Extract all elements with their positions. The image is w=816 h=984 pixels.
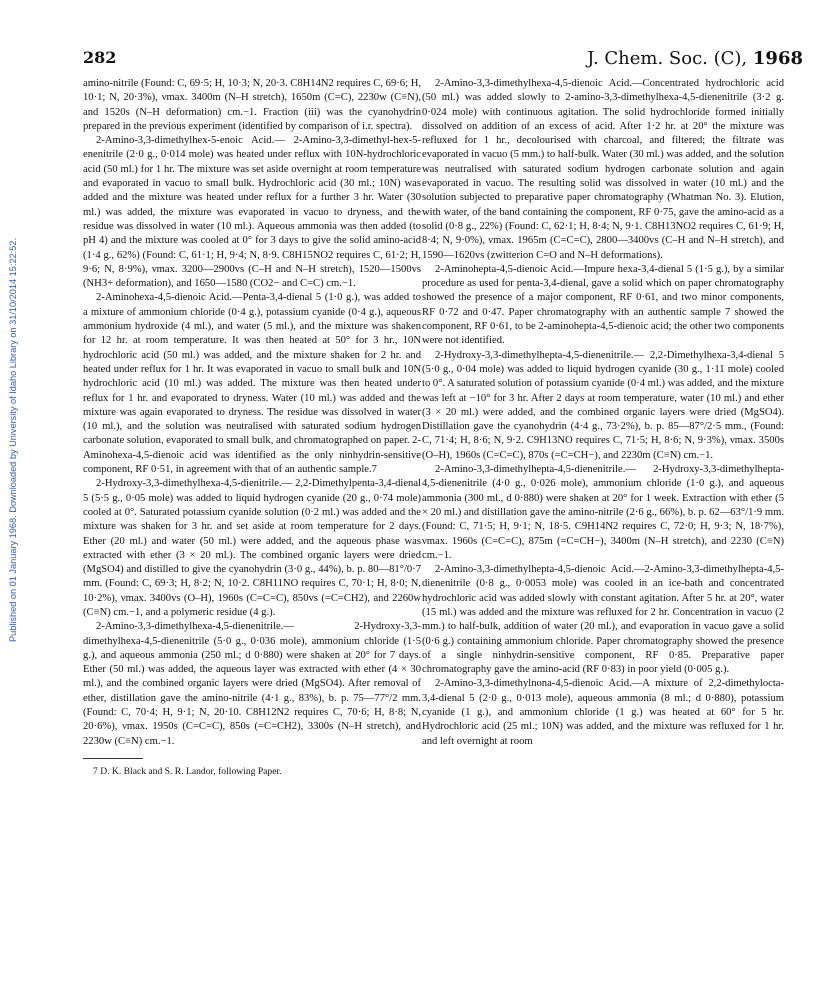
paragraph: 2-Aminohepta-4,5-dienoic Acid.—Impure hexa-3,4-dienal 5 (1·5 g.), by a similar procedure as used for penta-3,4-dienal, gave a solid which on paper chromatography showed the presence of a major component, RF 0·61, and two minor components, RF 0·72 and 0·47. Paper chromatography with an authentic sample 7 showed the component, RF 0·61, to be 2-aminohepta-4,5-dienoic acid; the other two components were not identified.: [422, 263, 784, 347]
paragraph: 2-Aminohexa-4,5-dienoic Acid.—Penta-3,4-dienal 5 (1·0 g.), was added to a mixture of ammonium chloride (0·4 g.), potassium cyanide (0·4 g.), aqueous ammonium hydroxide (4 ml.), and water (5 ml.), and the mixture was shaken for 12 hr. at room temperature. It was then heated at 50° for 3 hr., 10N hydrochloric acid (50 ml.) was added, and the mixture shaken for 2 hr. and heated under reflux for 1 hr. It was evaporated in vacuo to small bulk and 10N hydrochloric acid (10 ml.) was added. The mixture was then heated under reflux for 1 hr. and evaporated to dryness. Water (10 ml.) was added and the mixture was again evaporated to dryness. The residue was dissolved in water (10 ml.), and the solution was neutralised with saturated sodium hydrogen carbonate solution, evaporated to small bulk, and chromatographed on paper. 2-Aminohexa-4,5-dienoic acid was identified as the only ninhydrin-sensitive component, RF 0·51, in agreement with that of an authentic sample.7: [83, 292, 422, 476]
journal-title: [587, 48, 803, 69]
watermark-text: Published on 01 January 1968. Downloaded by University of Idaho Library on 31/10/2014 15:22:52.: [8, 237, 18, 643]
page-header: [83, 48, 803, 70]
paragraph: 2-Hydroxy-3,3-dimethylhepta-4,5-dienenitrile.— 2,2-Dimethylhexa-3,4-dienal 5 (5·0 g., 0·04 mole) was added to liquid hydrogen cyanide (30 g., 1·11 mole) cooled to 0°. A saturated solution of potassium cyanide (0·4 ml.) was added, and the mixture was left at −10° for 3 hr. After 2 days at room temperature, water (10 ml.) and ether (3 × 20 ml.) were added, and the combined organic layers were dried (MgSO4). Distillation gave the cyanohydrin (4·4 g., 73·2%), b. p. 85—87°/2·5 mm., (Found: C, 71·4; H, 8·6; N, 9·2. C9H13NO requires C, 71·5; H, 8·6; N, 9·3%), νmax. 3500s (O–H), 1960s (C=C=C), 870s (=C=CH−), and 2230m (C≡N) cm.−1.: [422, 349, 784, 461]
download-watermark: [6, 70, 20, 810]
footnote-rule: [83, 758, 143, 759]
paragraph: 2-Amino-3,3-dimethylhepta-4,5-dienoic Acid.—2-Amino-3,3-dimethylhepta-4,5-dienenitrile (0·8 g., 0·0053 mole) was cooled in an ice-bath and concentrated hydrochloric acid was added slowly with constant agitation. After 5 hr. at 20°, water (15 ml.) was added and the mixture was refluxed for 2 hr. Concentration in vacuo (2 mm.) to half-bulk, addition of water (20 ml.), and evaporation in vacuo gave a solid (0·6 g.) containing ammonium chloride. Paper chromatography showed the presence of a single ninhydrin-sensitive component, RF 0·85. Preparative paper chromatography gave the amino-acid (RF 0·83) in poor yield (0·005 g.).: [422, 564, 784, 676]
left-column: [83, 77, 421, 779]
paragraph: 2-Amino-3,3-dimethylhexa-4,5-dienenitrile.— 2-Hydroxy-3,3-dimethylhexa-4,5-dienenitrile (5·0 g., 0·036 mole), ammonium chloride (1·5 g.), and aqueous ammonia (250 ml.; d 0·880) were shaken at 20° for 7 days. Ether (50 ml.) was added, the aqueous layer was extracted with ether (4 × 30 ml.), and the combined organic layers were dried (MgSO4). After removal of ether, distillation gave the amino-nitrile (4·1 g., 83%), b. p. 75—77°/2 mm. (Found: C, 70·4; H, 9·1; N, 20·10. C8H12N2 requires C, 70·6; H, 8·8; N, 20·6%), νmax. 1950s (C=C=C), 850s (=C=CH2), 3300s (N–H stretch), and 2230w (C≡N) cm.−1.: [83, 621, 421, 747]
paragraph: 2-Amino-3,3-dimethylhex-5-enoic Acid.— 2-Amino-3,3-dimethyl-hex-5-enenitrile (2·0 g., 0·014 mole) was heated under reflux with 10N-hydrochloric acid (50 ml.) for 1 hr. The mixture was set aside overnight at room temperature and evaporated in vacuo to small bulk. Hydrochloric acid (30 ml.; 10N) was added and the mixture was heated under reflux for a further 3 hr. Water (30 ml.) was added, the mixture was evaporated in vacuo to dryness, and the residue was dissolved in water (10 ml.). Aqueous ammonia was then added (to pH 4) and the mixture was cooled at 0° for 3 days to give the solid amino-acid (1·4 g., 62%) (Found: C, 61·1; H, 9·4; N, 8·9. C8H15NO2 requires C, 61·2; H, 9·6; N, 8·9%), νmax. 3200—2900vs (C–H and N–H stretch), 1520—1500vs (NH3+ deformation), and 1650—1580 (CO2− and C=C) cm.−1.: [83, 135, 421, 290]
paragraph: 2-Amino-3,3-dimethylhepta-4,5-dienenitrile.— 2-Hydroxy-3,3-dimethylhepta-4,5-dienenitrile (4·0 g., 0·026 mole), ammonium chloride (1·0 g.), and aqueous ammonia (300 ml., d 0·880) were shaken at 20° for 1 week. Extraction with ether (5 × 20 ml.) and distillation gave the amino-nitrile (2·6 g., 66%), b. p. 62—63°/1·9 mm. (Found: C, 71·5; H, 9·1; N, 18·5. C9H14N2 requires C, 72·0; H, 9·3; N, 18·7%), νmax. 1960s (C=C=C), 875m (=C=CH−), 3400m (N–H stretch), and 2230 (C≡N) cm.−1.: [422, 464, 784, 561]
paragraph: 2-Hydroxy-3,3-dimethylhexa-4,5-dienitrile.— 2,2-Dimethylpenta-3,4-dienal 5 (5·5 g., 0·05 mole) was added to liquid hydrogen cyanide (20 g., 0·74 mole) cooled at 0°. Saturated potassium cyanide solution (0·2 ml.) was added and the mixture was shaken for 3 hr. and set aside at room temperature for 2 days. Ether (20 ml.) and water (50 ml.) were added, and the aqueous phase was extracted with ether (3 × 20 ml.). The combined organic layers were dried (MgSO4) and distilled to give the cyanohydrin (3·0 g., 44%), b. p. 80—81°/0·7 mm. (Found: C, 69·3; H, 8·2; N, 10·2. C8H11NO requires C, 70·1; H, 8·0; N, 10·2%), νmax. 3400vs (O–H), 1960s (C=C=C), 850vs (=C=CH2), and 2260w (C≡N) cm.−1, and a polymeric residue (4 g.).: [83, 478, 421, 618]
paragraph: 2-Amino-3,3-dimethylhexa-4,5-dienoic Acid.—Concentrated hydrochloric acid (50 ml.) was added slowly to 2-amino-3,3-dimethylhexa-4,5-dienenitrile (3·2 g. 0·024 mole) with continuous agitation. The solid hydrochloride formed initially dissolved on addition of an excess of acid. After 1·2 hr. at 20° the mixture was refluxed for 1 hr., decolourised with charcoal, and filtered; the filtrate was evaporated in vacuo (5 mm.) to half-bulk. Water (30 ml.) was added, and the solution was neutralised with saturated sodium hydrogen carbonate solution and again evaporated in vacuo. The resulting solid was dissolved in water (10 ml.) and the solution subjected to preparative paper chromatography (Whatman No. 3). Elution, with water, of the band containing the component, RF 0·75, gave the amino-acid as a solid (0·8 g., 22%) (Found: C, 62·1; H, 8·4; N, 9·1. C8H13NO2 requires C, 61·9; H, 8·4; N, 9·0%), νmax. 1965m (C=C=C), 2800—3400vs (C–H and N–H stretch), and 1590—1620vs (zwitterion C=O and N–H deformations).: [422, 78, 784, 261]
paragraph: amino-nitrile (Found: C, 69·5; H, 10·3; N, 20·3. C8H14N2 requires C, 69·6; H, 10·1; N, 20·3%), νmax. 3400m (N–H stretch), 1650m (C=C), 2230w (C≡N), and 1520s (N–H deformation) cm.−1. Fraction (iii) was the cyanohydrin prepared in the previous experiment (identified by comparison of i.r. spectra).: [83, 78, 421, 132]
journal-year: 1968: [752, 48, 803, 69]
journal-name: J. Chem. Soc. (C),: [587, 48, 748, 69]
paragraph: 2-Amino-3,3-dimethylnona-4,5-dienoic Acid.—A mixture of 2,2-dimethylocta-3,4-dienal 5 (2·0 g., 0·013 mole), aqueous ammonia (8 ml.; d 0·880), potassium cyanide (1 g.), and ammonium chloride (1 g.) was heated at 60° for 5 hr. Hydrochloric acid (25 ml.; 10N) was added, and the mixture was refluxed for 1 hr. and left overnight at room: [422, 678, 784, 747]
page-number: 282: [83, 48, 117, 67]
footnote: 7 D. K. Black and S. R. Landor, following Paper.: [93, 765, 282, 777]
right-column: [422, 77, 784, 749]
